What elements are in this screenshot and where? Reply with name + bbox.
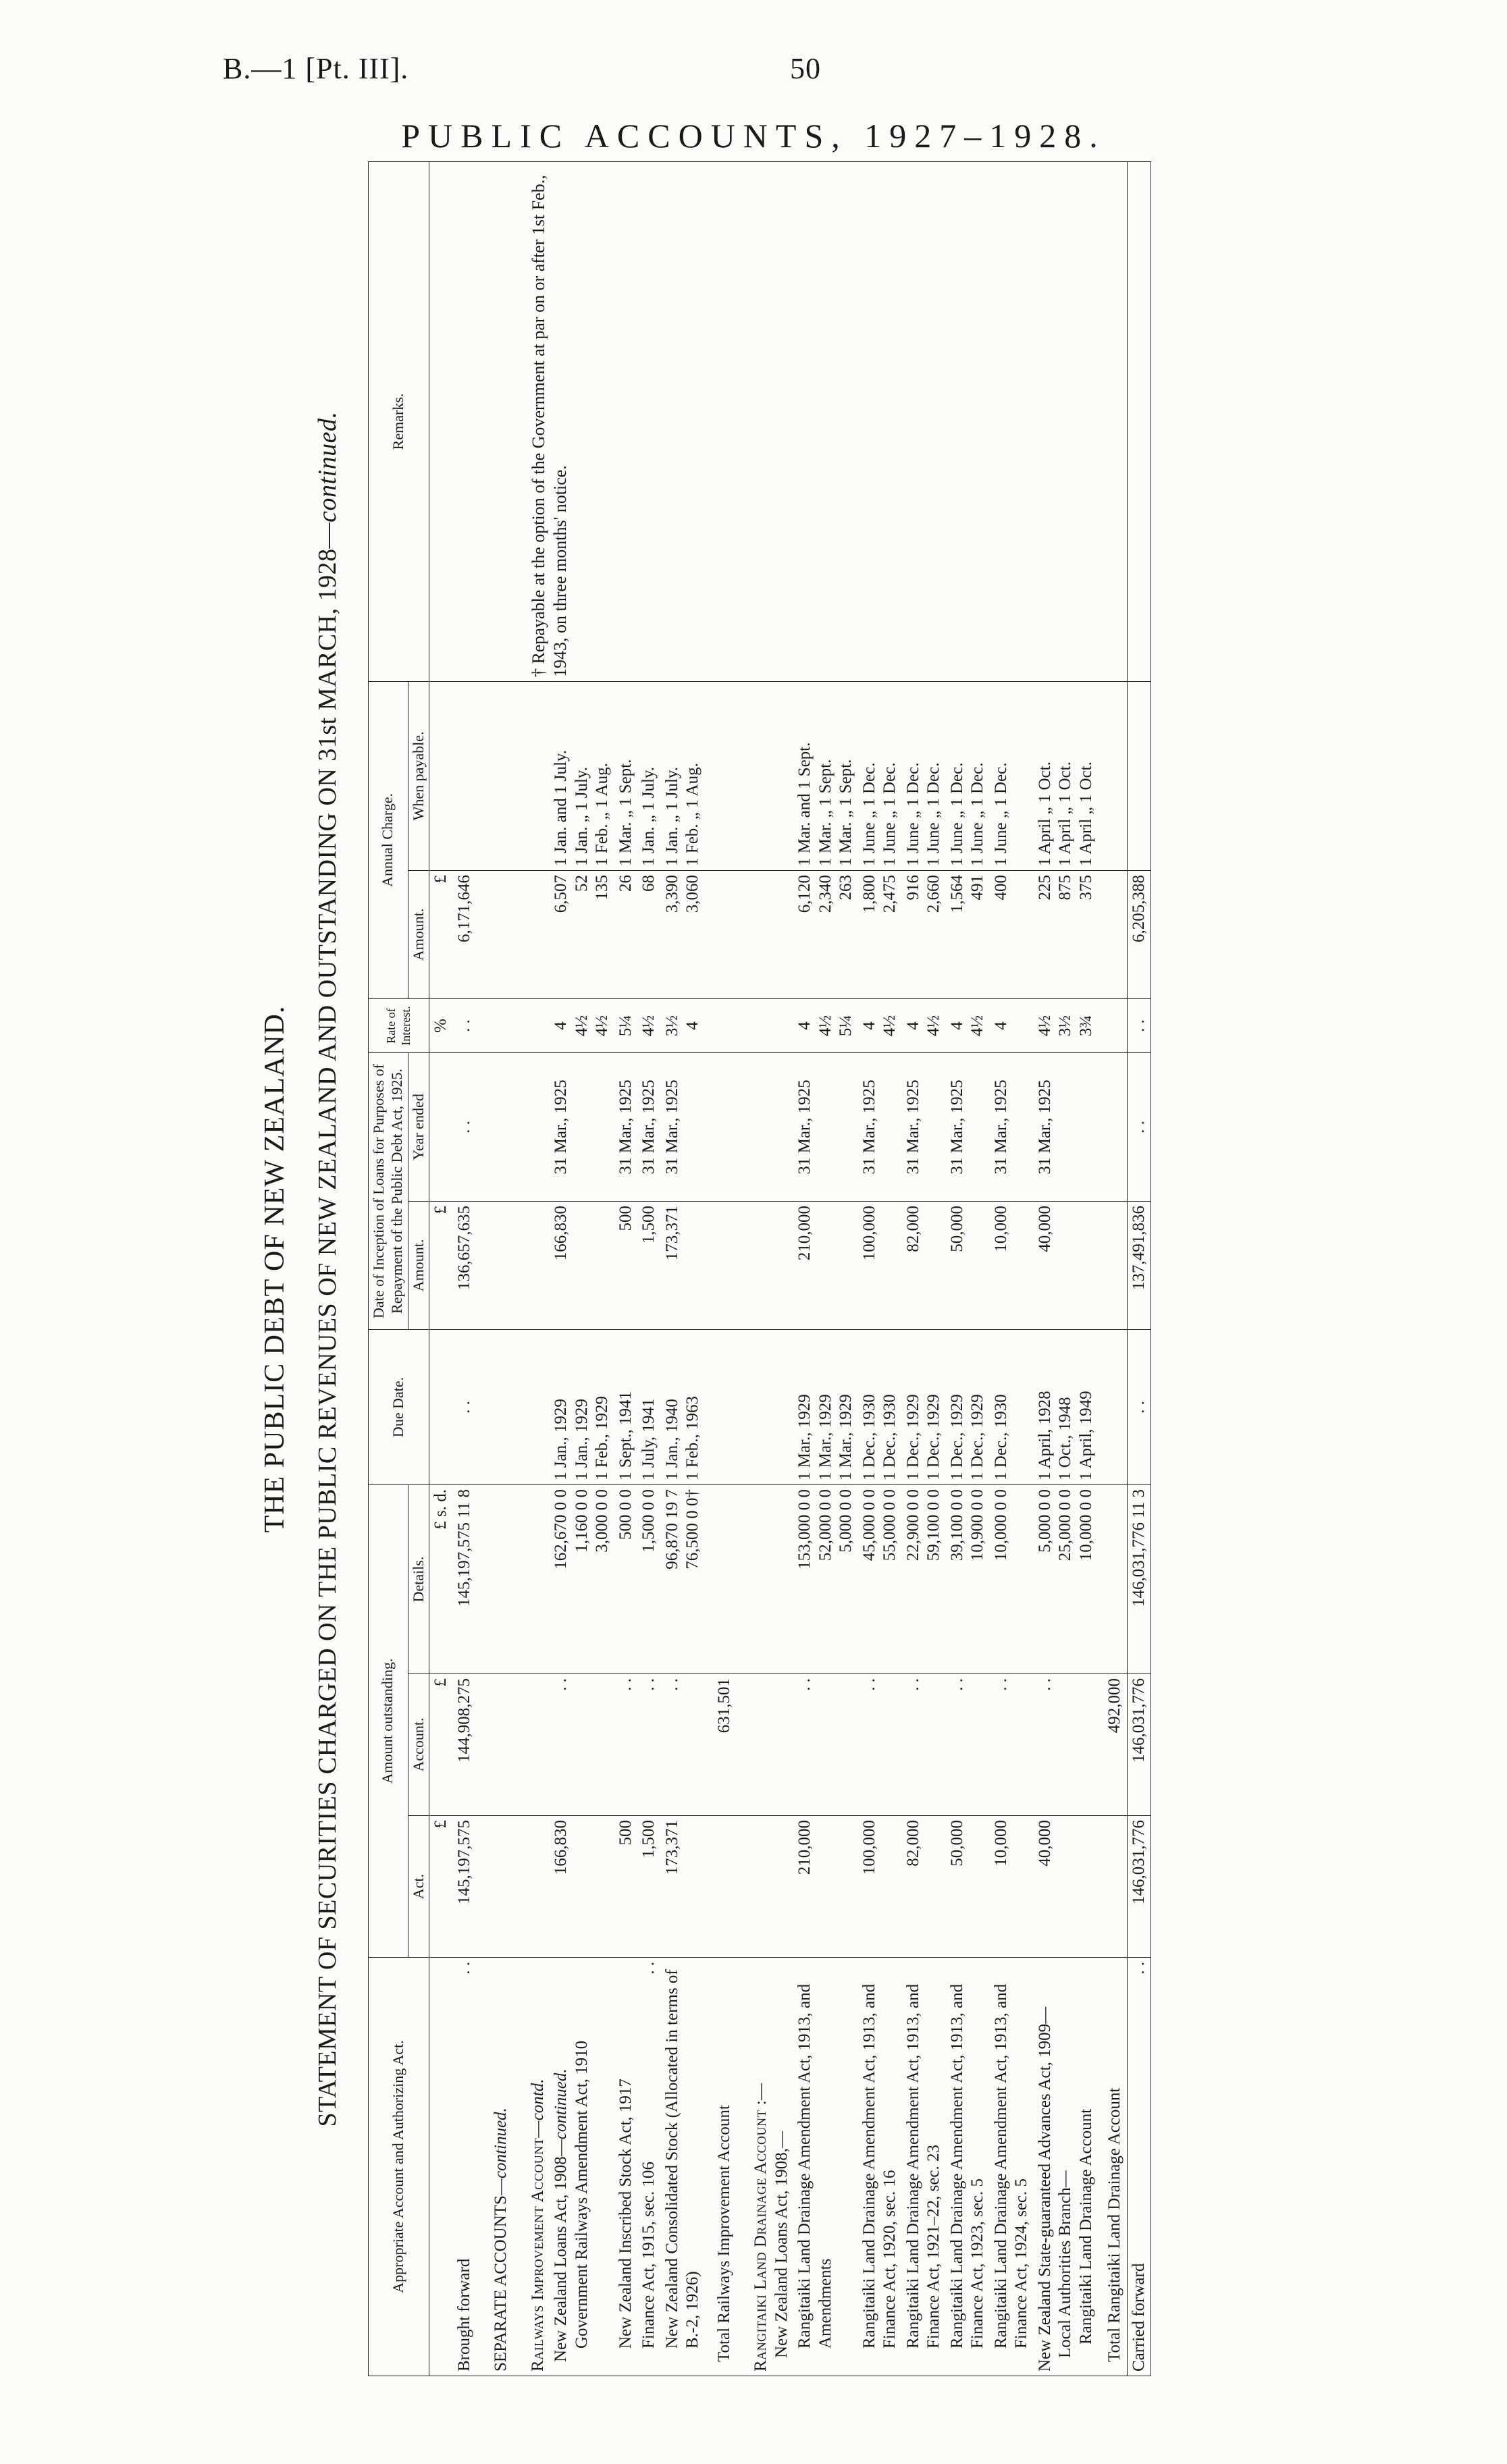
act-title: New Zealand Consolidated Stock (Allocated in terms of B.-2, 1926): [661, 1958, 705, 2376]
act-amount: 50,000: [946, 1816, 990, 1958]
due-dates: 1 Jan., 1940 1 Feb., 1963: [661, 1329, 705, 1484]
account-amount: . .: [661, 1674, 705, 1816]
header-remarks: Remarks.: [369, 161, 429, 681]
account-amount: . .: [946, 1674, 990, 1816]
act-title: New Zealand State-guaranteed Advances Act, 1909— Local Authorities Branch— Rangitaiki Land Drainage Account: [1034, 1958, 1099, 2376]
cf-due: . .: [1127, 1329, 1151, 1484]
details-list: 5,000 0 0 25,000 0 0 10,000 0 0: [1034, 1484, 1099, 1673]
when-payable: 1 June „ 1 Dec.: [990, 681, 1034, 870]
due-dates: 1 Dec., 1930: [990, 1329, 1034, 1484]
annual-amounts: 225 875 375: [1034, 870, 1099, 998]
rangitaiki-heading-row: [749, 161, 793, 2376]
table-caption: THE PUBLIC DEBT OF NEW ZEALAND.: [259, 1005, 290, 1533]
rangitaiki-heading: Rangitaiki Land Drainage Account :— New Zealand Loans Act, 1908,—: [749, 1958, 793, 2376]
act-amount: 173,371: [661, 1816, 705, 1958]
header-year-ended: Year ended: [408, 1052, 429, 1201]
annual-amounts: 68: [637, 870, 661, 998]
due-dates: 1 Mar., 1929 1 Mar., 1929 1 Mar., 1929: [793, 1329, 858, 1484]
due-dates: 1 Sept., 1941: [614, 1329, 638, 1484]
cf-details: 146,031,776 11 3: [1127, 1484, 1151, 1673]
due-dates: 1 Dec., 1930 1 Dec., 1930: [858, 1329, 902, 1484]
brought-forward-label: Brought forward . .: [453, 1958, 477, 2376]
header-details: Details.: [408, 1484, 429, 1673]
act-amount: 210,000: [793, 1816, 858, 1958]
year-ended: 31 Mar., 1925: [793, 1052, 858, 1201]
table-row: [902, 161, 946, 2376]
details-list: 45,000 0 0 55,000 0 0: [858, 1484, 902, 1673]
annual-amounts: 1,564 491: [946, 870, 990, 998]
header-act: Act.: [408, 1816, 429, 1958]
unit-rate: %: [429, 998, 453, 1052]
annual-amounts: 3,390 3,060: [661, 870, 705, 998]
account-amount: . .: [990, 1674, 1034, 1816]
table-row: [793, 161, 858, 2376]
act-title: Finance Act, 1915, sec. 106 . .: [637, 1958, 661, 2376]
act-title: New Zealand Loans Act, 1908—continued. Government Railways Amendment Act, 1910: [550, 1958, 614, 2376]
unit-inception: £: [429, 1201, 453, 1329]
header-inception-amount: Amount.: [408, 1201, 429, 1329]
details-list: 500 0 0: [614, 1484, 638, 1673]
when-payable: 1 Mar. „ 1 Sept.: [614, 681, 638, 870]
total-rangitaiki-account: 492,000: [1098, 1674, 1127, 1816]
header-rate: Rate of Interest.: [369, 998, 429, 1052]
inception-amount: 82,000: [902, 1201, 946, 1329]
header-account: Account.: [408, 1674, 429, 1816]
inception-amount: 40,000: [1034, 1201, 1099, 1329]
header-annual-charge: Annual Charge.: [369, 681, 408, 998]
report-reference: B.—1 [Pt. III].: [223, 52, 409, 85]
cf-act: 146,031,776: [1127, 1816, 1151, 1958]
rates: 4 4½ 5¼: [793, 998, 858, 1052]
rates: 4 4½: [946, 998, 990, 1052]
act-amount: 1,500: [637, 1816, 661, 1958]
details-list: 1,500 0 0: [637, 1484, 661, 1673]
header-ac-amount: Amount.: [408, 870, 429, 998]
account-amount: . .: [902, 1674, 946, 1816]
header-due-date: Due Date.: [369, 1329, 429, 1484]
carried-forward-row: [1127, 161, 1151, 2376]
act-amount: 40,000: [1034, 1816, 1099, 1958]
details-list: 153,000 0 0 52,000 0 0 5,000 0 0: [793, 1484, 858, 1673]
rates: 5¼: [614, 998, 638, 1052]
year-ended: 31 Mar., 1925: [550, 1052, 614, 1201]
year-ended: 31 Mar., 1925: [990, 1052, 1034, 1201]
table-row: [946, 161, 990, 2376]
inception-amount: 500: [614, 1201, 638, 1329]
act-amount: 82,000: [902, 1816, 946, 1958]
bf-ac-amount: 6,171,646: [453, 870, 477, 998]
annual-amounts: 26: [614, 870, 638, 998]
remark-repayable: † Repayable at the option of the Government at par on or after 1st Feb., 1943, on three months' notice.: [527, 161, 737, 681]
due-dates: 1 Jan., 1929 1 Jan., 1929 1 Feb., 1929: [550, 1329, 614, 1484]
inception-amount: 100,000: [858, 1201, 902, 1329]
cf-year: . .: [1127, 1052, 1151, 1201]
details-list: 22,900 0 0 59,100 0 0: [902, 1484, 946, 1673]
bf-account: 144,908,275: [453, 1674, 477, 1816]
details-list: 162,670 0 0 1,160 0 0 3,000 0 0: [550, 1484, 614, 1673]
cf-amount: 137,491,836: [1127, 1201, 1151, 1329]
due-dates: 1 July, 1941: [637, 1329, 661, 1484]
rates: 4½ 3½ 3¾: [1034, 998, 1099, 1052]
act-title: Rangitaiki Land Drainage Amendment Act, 1913, and Finance Act, 1921–22, sec. 23: [902, 1958, 946, 2376]
due-dates: 1 Dec., 1929 1 Dec., 1929: [946, 1329, 990, 1484]
act-amount: 500: [614, 1816, 638, 1958]
year-ended: 31 Mar., 1925: [946, 1052, 990, 1201]
when-payable: 1 June „ 1 Dec. 1 June „ 1 Dec.: [858, 681, 902, 870]
annual-amounts: 6,507 52 135: [550, 870, 614, 998]
when-payable: 1 April „ 1 Oct. 1 April „ 1 Oct. 1 April „ 1 Oct.: [1034, 681, 1099, 870]
inception-amount: 1,500: [637, 1201, 661, 1329]
act-title: New Zealand Inscribed Stock Act, 1917: [614, 1958, 638, 2376]
details-list: 39,100 0 0 10,900 0 0: [946, 1484, 990, 1673]
total-railways-account: 631,501: [705, 1674, 737, 1816]
header-appropriate: Appropriate Account and Authorizing Act.: [369, 1958, 429, 2376]
year-ended: 31 Mar., 1925: [1034, 1052, 1099, 1201]
total-rangitaiki-label: Total Rangitaiki Land Drainage Account: [1098, 1958, 1127, 2376]
when-payable: 1 June „ 1 Dec. 1 June „ 1 Dec.: [946, 681, 990, 870]
act-title: Rangitaiki Land Drainage Amendment Act, 1913, and Amendments: [793, 1958, 858, 2376]
annual-amounts: 6,120 2,340 263: [793, 870, 858, 998]
table-row: [1034, 161, 1099, 2376]
details-list: 10,000 0 0: [990, 1484, 1034, 1673]
year-ended: 31 Mar., 1925: [661, 1052, 705, 1201]
act-amount: 100,000: [858, 1816, 902, 1958]
units-row: [429, 161, 453, 2376]
act-title: Rangitaiki Land Drainage Amendment Act, 1913, and Finance Act, 1920, sec. 16: [858, 1958, 902, 2376]
bf-rate: . .: [453, 998, 477, 1052]
account-amount: . .: [1034, 1674, 1099, 1816]
cf-account: 146,031,776: [1127, 1674, 1151, 1816]
year-ended: 31 Mar., 1925: [614, 1052, 638, 1201]
bf-amount: 136,657,635: [453, 1201, 477, 1329]
railways-heading-row: [527, 161, 550, 2376]
unit-details: £ s. d.: [429, 1484, 453, 1673]
table-row: [858, 161, 902, 2376]
annual-amounts: 1,800 2,475: [858, 870, 902, 998]
when-payable: 1 Mar. and 1 Sept. 1 Mar. „ 1 Sept. 1 Mar. „ 1 Sept.: [793, 681, 858, 870]
public-debt-table: [368, 161, 1151, 2376]
rates: 4½: [637, 998, 661, 1052]
rates: 3½ 4: [661, 998, 705, 1052]
inception-amount: 10,000: [990, 1201, 1034, 1329]
details-list: 96,870 19 7 76,500 0 0†: [661, 1484, 705, 1673]
rates: 4 4½: [902, 998, 946, 1052]
inception-amount: 50,000: [946, 1201, 990, 1329]
bf-act: 145,197,575: [453, 1816, 477, 1958]
railways-heading: Railways Improvement Account—contd.: [527, 1958, 550, 2376]
when-payable: 1 Jan. and 1 July. 1 Jan. „ 1 July. 1 Feb. „ 1 Aug.: [550, 681, 614, 870]
inception-amount: 166,830: [550, 1201, 614, 1329]
act-amount: 166,830: [550, 1816, 614, 1958]
table-subcaption: STATEMENT OF SECURITIES CHARGED ON THE PUBLIC REVENUES OF NEW ZEALAND AND OUTSTANDING ON 31st MARCH, 1928—continued.: [313, 411, 342, 2127]
unit-act: £: [429, 1816, 453, 1958]
rotated-table-panel: [253, 162, 1492, 2376]
bf-details: 145,197,575 11 8: [453, 1484, 477, 1673]
bf-due: . .: [453, 1329, 477, 1484]
account-amount: . .: [614, 1674, 638, 1816]
account-amount: . .: [858, 1674, 902, 1816]
inception-amount: 210,000: [793, 1201, 858, 1329]
carried-forward-label: Carried forward . .: [1127, 1958, 1151, 2376]
table-row: [990, 161, 1034, 2376]
cf-rate: . .: [1127, 998, 1151, 1052]
annual-amounts: 916 2,660: [902, 870, 946, 998]
total-railways-label: Total Railways Improvement Account: [705, 1958, 737, 2376]
header-when-payable: When payable.: [408, 681, 429, 870]
account-amount: . .: [793, 1674, 858, 1816]
rates: 4 4½: [858, 998, 902, 1052]
page-title: PUBLIC ACCOUNTS, 1927–1928.: [401, 117, 1106, 155]
inception-amount: 173,371: [661, 1201, 705, 1329]
rates: 4 4½ 4½: [550, 998, 614, 1052]
bf-year: . .: [453, 1052, 477, 1201]
year-ended: 31 Mar., 1925: [858, 1052, 902, 1201]
annual-amounts: 400: [990, 870, 1034, 998]
account-amount: . .: [637, 1674, 661, 1816]
due-dates: 1 April, 1928 1 Oct., 1948 1 April, 1949: [1034, 1329, 1099, 1484]
unit-account: £: [429, 1674, 453, 1816]
due-dates: 1 Dec., 1929 1 Dec., 1929: [902, 1329, 946, 1484]
act-amount: 10,000: [990, 1816, 1034, 1958]
total-rangitaiki-row: [1098, 161, 1127, 2376]
section-separate-row: [490, 161, 513, 2376]
section-separate: SEPARATE ACCOUNTS—continued.: [490, 1958, 513, 2376]
when-payable: 1 Jan. „ 1 July. 1 Feb. „ 1 Aug.: [661, 681, 705, 870]
when-payable: 1 Jan. „ 1 July.: [637, 681, 661, 870]
year-ended: 31 Mar., 1925: [637, 1052, 661, 1201]
cf-ac-amount: 6,205,388: [1127, 870, 1151, 998]
unit-ac: £: [429, 870, 453, 998]
page-number: 50: [790, 52, 821, 85]
header-date-inception: Date of Inception of Loans for Purposes of Repayment of the Public Debt Act, 1925.: [369, 1052, 408, 1329]
rates: 4: [990, 998, 1034, 1052]
header-amount-outstanding: Amount outstanding.: [369, 1484, 408, 1957]
year-ended: 31 Mar., 1925: [902, 1052, 946, 1201]
when-payable: 1 June „ 1 Dec. 1 June „ 1 Dec.: [902, 681, 946, 870]
brought-forward-row: [453, 161, 477, 2376]
act-title: Rangitaiki Land Drainage Amendment Act, 1913, and Finance Act, 1924, sec. 5: [990, 1958, 1034, 2376]
act-title: Rangitaiki Land Drainage Amendment Act, 1913, and Finance Act, 1923, sec. 5: [946, 1958, 990, 2376]
account-amount: . .: [550, 1674, 614, 1816]
